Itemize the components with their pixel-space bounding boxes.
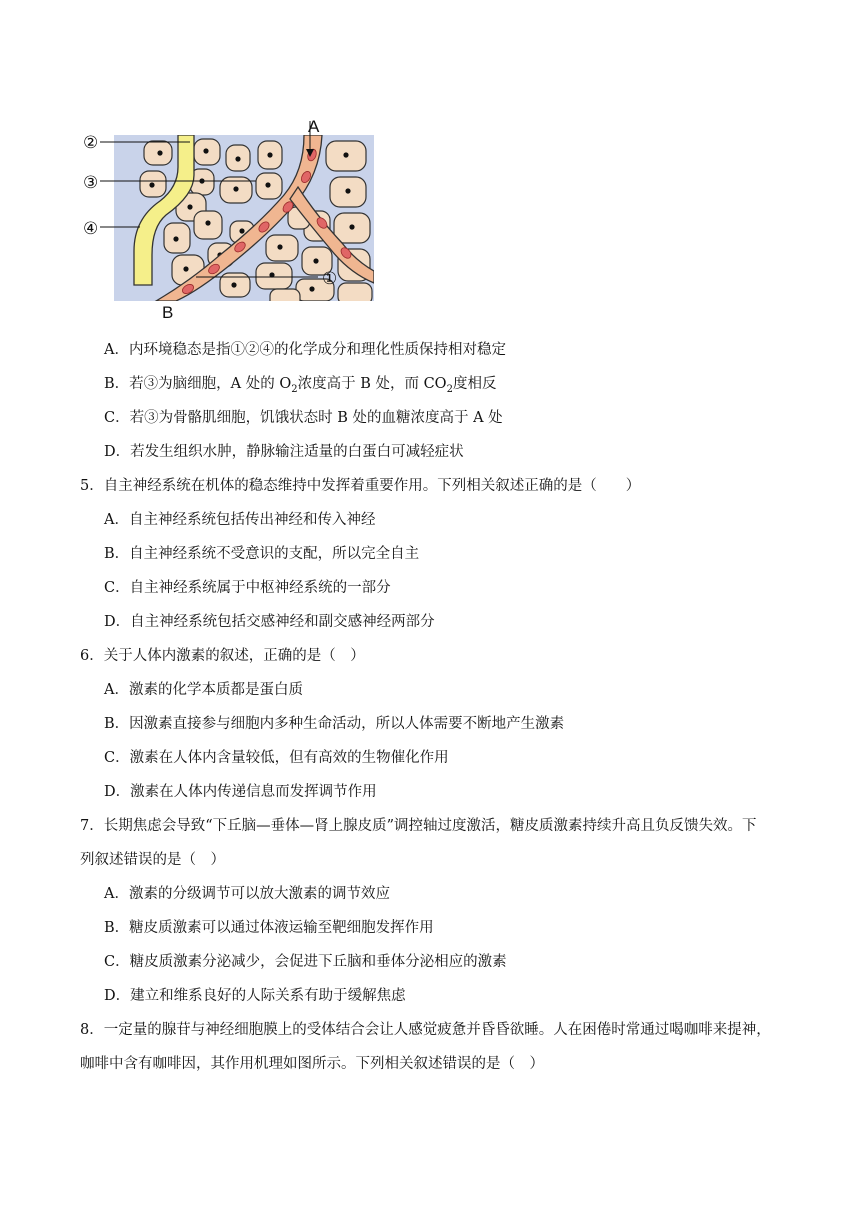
q4-option-d: D．若发生组织水肿，静脉输注适量的白蛋白可减轻症状	[104, 444, 464, 460]
label-circle-1: ①	[322, 269, 338, 288]
tissue-diagram-svg	[80, 115, 380, 320]
q5-option-a: A．自主神经系统包括传出神经和传入神经	[104, 512, 376, 528]
q7-option-a: A．激素的分级调节可以放大激素的调节效应	[104, 886, 390, 902]
q6-stem: 6．关于人体内激素的叙述，正确的是（ ）	[80, 648, 365, 664]
q4-option-a: A．内环境稳态是指①②④的化学成分和理化性质保持相对稳定	[104, 342, 506, 358]
q5-option-d: D．自主神经系统包括交感神经和副交感神经两部分	[104, 614, 435, 630]
q4-option-b-sub1: 2	[291, 383, 298, 395]
label-b: B	[162, 303, 174, 320]
q6-option-c: C．激素在人体内含量较低，但有高效的生物催化作用	[104, 750, 449, 766]
label-circle-4: ④	[83, 219, 99, 238]
q5-option-b: B．自主神经系统不受意识的支配，所以完全自主	[104, 546, 420, 562]
q7-stem-line2: 列叙述错误的是（ ）	[80, 852, 225, 868]
q6-option-a: A．激素的化学本质都是蛋白质	[104, 682, 303, 698]
q4-option-b	[104, 374, 496, 400]
q6-option-d: D．激素在人体内传递信息而发挥调节作用	[104, 784, 377, 800]
q8-stem-line1: 8．一定量的腺苷与神经细胞膜上的受体结合会让人感觉疲惫并昏昏欲睡。人在困倦时常通过喝咖啡来提神，	[80, 1022, 771, 1038]
q6-option-b: B．因激素直接参与细胞内多种生命活动，所以人体需要不断地产生激素	[104, 716, 565, 732]
q8-stem-line2: 咖啡中含有咖啡因，其作用机理如图所示。下列相关叙述错误的是（ ）	[80, 1056, 544, 1072]
q7-option-b: B．糖皮质激素可以通过体液运输至靶细胞发挥作用	[104, 920, 434, 936]
q5-option-c: C．自主神经系统属于中枢神经系统的一部分	[104, 580, 391, 596]
q4-option-c: C．若③为骨骼肌细胞，饥饿状态时 B 处的血糖浓度高于 A 处	[104, 410, 503, 426]
label-circle-3: ③	[83, 173, 99, 192]
q4-option-b-sub2: 2	[446, 383, 453, 395]
q4-option-b-mid: 浓度高于 B 处，而 CO	[297, 376, 447, 392]
q4-option-b-pre: B．若③为脑细胞，A 处的 O	[104, 376, 292, 392]
q7-option-d: D．建立和维系良好的人际关系有助于缓解焦虑	[104, 988, 406, 1004]
tissue-diagram	[80, 115, 380, 320]
label-a: A	[308, 117, 320, 136]
q4-option-b-post: 度相反	[452, 376, 497, 392]
q7-option-c: C．糖皮质激素分泌减少，会促进下丘脑和垂体分泌相应的激素	[104, 954, 507, 970]
q5-stem: 5．自主神经系统在机体的稳态维持中发挥着重要作用。下列相关叙述正确的是（ ）	[80, 478, 641, 494]
q7-stem-line1: 7．长期焦虑会导致“下丘脑—垂体—肾上腺皮质”调控轴过度激活，糖皮质激素持续升高且负反馈失效。下	[80, 818, 757, 834]
label-circle-2: ②	[83, 133, 99, 152]
